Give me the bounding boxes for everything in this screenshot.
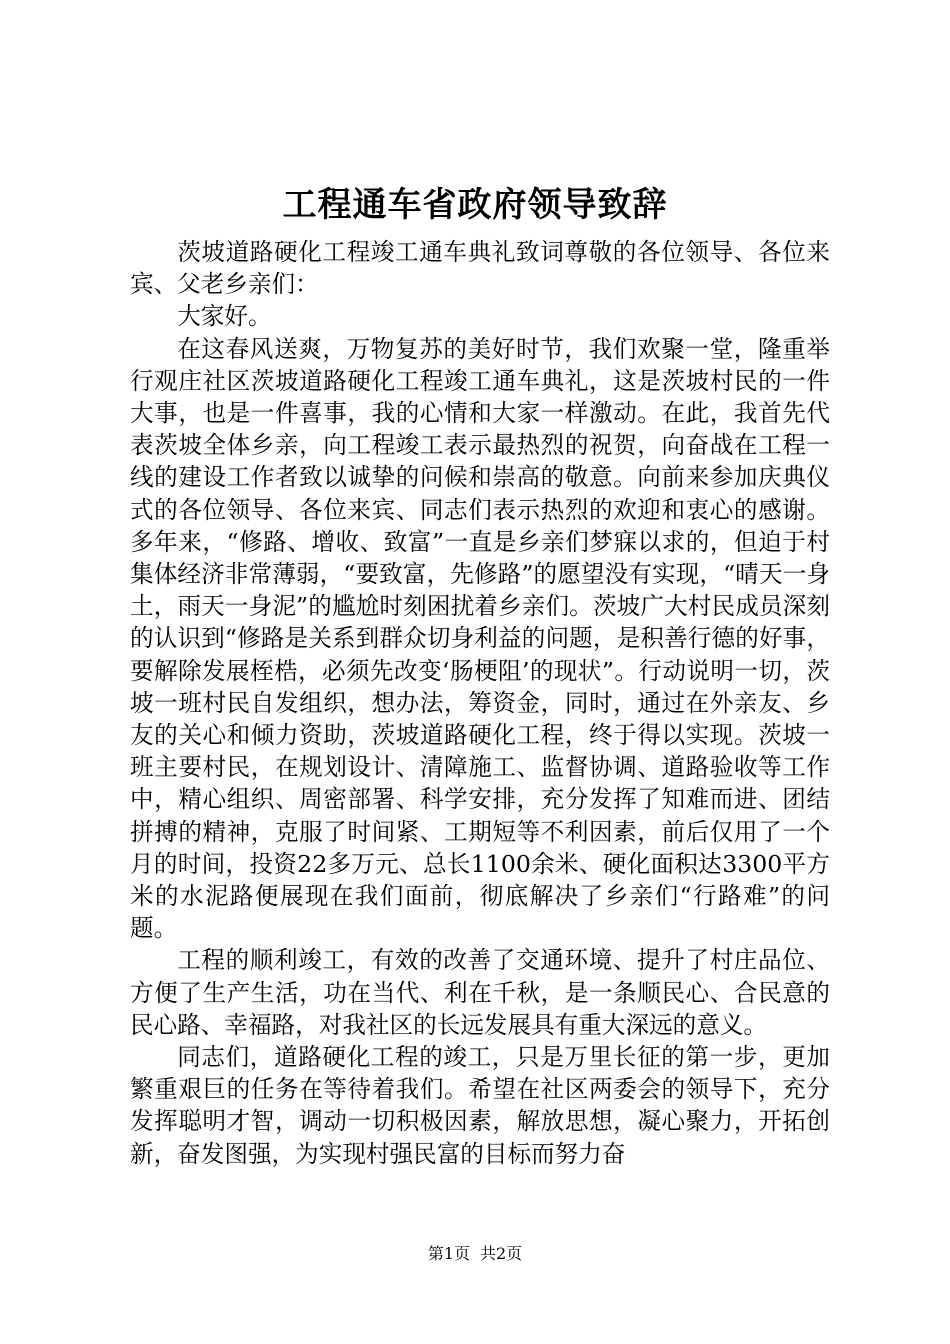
paragraph-significance: 工程的顺利竣工，有效的改善了交通环境、提升了村庄品位、方便了生产生活，功在当代、利在千秋，是一条顺民心、合民意的民心路、幸福路，对我社区的长远发展具有重大深远的意义。	[130, 946, 830, 1039]
paragraph-main: 在这春风送爽，万物复苏的美好时节，我们欢聚一堂，隆重举行观庄社区茨坡道路硬化工程竣工通车典礼，这是茨坡村民的一件大事，也是一件喜事，我的心情和大家一样激动。在此，我首先代表茨坡全体乡亲，向工程竣工表示最热烈的祝贺，向奋战在工程一线的建设工作者致以诚挚的问候和崇高的敬意。向前来参加庆典仪式的各位领导、各位来宾、同志们表示热烈的欢迎和衷心的感谢。多年来，“修路、增收、致富”一直是乡亲们梦寐以求的，但迫于村集体经济非常薄弱，“要致富，先修路”的愿望没有实现，“晴天一身土，雨天一身泥”的尴尬时刻困扰着乡亲们。茨坡广大村民成员深刻的认识到“修路是关系到群众切身利益的问题，是积善行德的好事，要解除发展桎梏，必须先改变‘肠梗阻’的现状”。行动说明一切，茨坡一班村民自发组织，想办法，筹资金，同时，通过在外亲友、乡友的关心和倾力资助，茨坡道路硬化工程，终于得以实现。茨坡一班主要村民，在规划设计、清障施工、监督协调、道路验收等工作中，精心组织、周密部署、科学安排，充分发挥了知难而进、团结拼搏的精神，克服了时间紧、工期短等不利因素，前后仅用了一个月的时间，投资22多万元、总长1100余米、硬化面积达3300平方米的水泥路便展现在我们面前，彻底解决了乡亲们“行路难”的问题。	[130, 334, 830, 943]
page-total: 共2页	[480, 1244, 523, 1263]
page-footer	[0, 1243, 950, 1265]
document-body	[130, 236, 830, 1170]
document-title: 工程通车省政府领导致辞	[282, 185, 668, 225]
paragraph-closing: 同志们，道路硬化工程的竣工，只是万里长征的第一步，更加繁重艰巨的任务在等待着我们。希望在社区两委会的领导下，充分发挥聪明才智，调动一切积极因素，解放思想，凝心聚力，开拓创新，奋发图强，为实现村强民富的目标而努力奋	[130, 1043, 830, 1168]
paragraph-salutation: 茨坡道路硬化工程竣工通车典礼致词尊敬的各位领导、各位来宾、父老乡亲们：	[130, 238, 830, 299]
page-number: 第1页	[427, 1244, 470, 1263]
paragraph-greeting: 大家好。	[177, 302, 272, 331]
